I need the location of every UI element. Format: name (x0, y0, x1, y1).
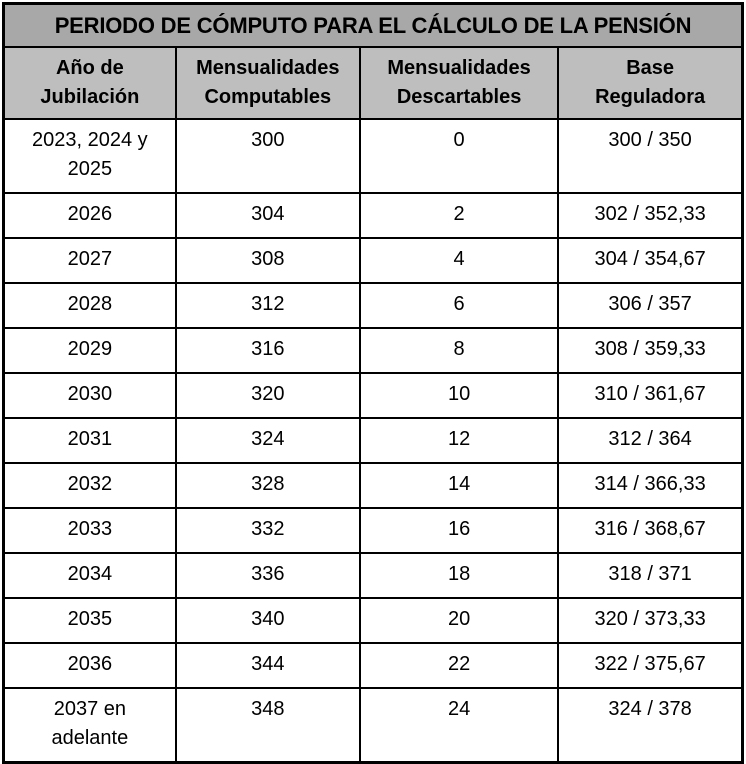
cell-value: 320 (251, 383, 285, 405)
year-cell (4, 373, 176, 418)
cell-value: 310 / 361,67 (594, 383, 706, 405)
base-cell (558, 553, 742, 598)
cell-value: 0 (453, 129, 465, 151)
cell-value: 312 (251, 293, 285, 315)
year-cell (4, 193, 176, 238)
table-row (4, 463, 743, 508)
year-cell (4, 598, 176, 643)
table-row (4, 283, 743, 328)
descartables-cell (360, 283, 558, 328)
computables-cell (176, 238, 360, 283)
descartables-cell (360, 553, 558, 598)
base-cell (558, 643, 742, 688)
column-header-label: Año de Jubilación (40, 57, 140, 108)
year-cell (4, 119, 176, 193)
cell-value: 2035 (67, 608, 113, 630)
descartables-cell (360, 643, 558, 688)
column-header-regulatory-base (558, 47, 742, 119)
cell-value: 322 / 375,67 (594, 653, 706, 675)
column-header-retirement-year (4, 47, 176, 119)
cell-value: 332 (251, 518, 285, 540)
cell-value: 2032 (67, 473, 113, 495)
base-cell (558, 373, 742, 418)
computables-cell (176, 463, 360, 508)
descartables-cell (360, 598, 558, 643)
cell-value: 308 / 359,33 (594, 338, 706, 360)
cell-value: 2026 (67, 203, 113, 225)
cell-value: 2029 (67, 338, 113, 360)
descartables-cell (360, 238, 558, 283)
table-row (4, 598, 743, 643)
cell-value: 2034 (67, 563, 113, 585)
cell-value: 318 / 371 (608, 563, 692, 585)
cell-value: 2028 (67, 293, 113, 315)
cell-value: 316 / 368,67 (594, 518, 706, 540)
table-row (4, 238, 743, 283)
cell-value: 304 (251, 203, 285, 225)
descartables-cell (360, 688, 558, 763)
base-cell (558, 688, 742, 763)
base-cell (558, 238, 742, 283)
table-row (4, 119, 743, 193)
computables-cell (176, 373, 360, 418)
cell-value: 324 / 378 (608, 698, 692, 720)
year-cell (4, 508, 176, 553)
cell-value: 336 (251, 563, 285, 585)
cell-value: 320 / 373,33 (594, 608, 706, 630)
computables-cell (176, 328, 360, 373)
year-cell (4, 328, 176, 373)
computables-cell (176, 643, 360, 688)
base-cell (558, 283, 742, 328)
cell-value: 2027 (67, 248, 113, 270)
cell-value: 14 (447, 473, 471, 495)
table-row (4, 643, 743, 688)
table-row (4, 328, 743, 373)
descartables-cell (360, 328, 558, 373)
cell-value: 24 (447, 698, 471, 720)
table-body (4, 119, 743, 763)
year-cell (4, 238, 176, 283)
computables-cell (176, 283, 360, 328)
cell-value: 4 (453, 248, 465, 270)
pension-computation-table (2, 2, 744, 764)
computables-cell (176, 119, 360, 193)
year-cell (4, 688, 176, 763)
descartables-cell (360, 463, 558, 508)
table-row (4, 688, 743, 763)
base-cell (558, 463, 742, 508)
base-cell (558, 193, 742, 238)
descartables-cell (360, 373, 558, 418)
computables-cell (176, 688, 360, 763)
cell-value: 300 / 350 (608, 129, 692, 151)
year-cell (4, 463, 176, 508)
cell-value: 2030 (67, 383, 113, 405)
computables-cell (176, 418, 360, 463)
column-header-label: Base Reguladora (595, 57, 706, 108)
cell-value: 300 (251, 129, 285, 151)
cell-value: 306 / 357 (608, 293, 692, 315)
column-header-label: Mensualidades Descartables (387, 57, 531, 108)
cell-value: 18 (447, 563, 471, 585)
cell-value: 2033 (67, 518, 113, 540)
column-header-computable-months (176, 47, 360, 119)
descartables-cell (360, 193, 558, 238)
base-cell (558, 508, 742, 553)
year-cell (4, 418, 176, 463)
table-row (4, 418, 743, 463)
cell-value: 12 (447, 428, 471, 450)
column-header-discardable-months (360, 47, 558, 119)
cell-value: 22 (447, 653, 471, 675)
cell-value: 340 (251, 608, 285, 630)
cell-value: 348 (251, 698, 285, 720)
descartables-cell (360, 418, 558, 463)
base-cell (558, 418, 742, 463)
cell-value: 308 (251, 248, 285, 270)
cell-value: 344 (251, 653, 285, 675)
table-row (4, 508, 743, 553)
cell-value: 20 (447, 608, 471, 630)
cell-value: 6 (453, 293, 465, 315)
cell-value: 2023, 2024 y 2025 (32, 129, 148, 180)
cell-value: 10 (447, 383, 471, 405)
year-cell (4, 553, 176, 598)
cell-value: 16 (447, 518, 471, 540)
computables-cell (176, 193, 360, 238)
computables-cell (176, 553, 360, 598)
base-cell (558, 328, 742, 373)
computables-cell (176, 508, 360, 553)
table-title-row (4, 4, 743, 48)
cell-value: 2036 (67, 653, 113, 675)
descartables-cell (360, 508, 558, 553)
cell-value: 316 (251, 338, 285, 360)
table-title: PERIODO DE CÓMPUTO PARA EL CÁLCULO DE LA PENSIÓN (4, 4, 743, 48)
cell-value: 2 (453, 203, 465, 225)
cell-value: 324 (251, 428, 285, 450)
cell-value: 328 (251, 473, 285, 495)
table-row (4, 193, 743, 238)
descartables-cell (360, 119, 558, 193)
table-row (4, 553, 743, 598)
cell-value: 312 / 364 (608, 428, 692, 450)
base-cell (558, 119, 742, 193)
cell-value: 2037 en adelante (51, 698, 129, 749)
cell-value: 304 / 354,67 (594, 248, 706, 270)
column-header-label: Mensualidades Computables (196, 57, 340, 108)
table-header-row (4, 47, 743, 119)
base-cell (558, 598, 742, 643)
cell-value: 2031 (67, 428, 113, 450)
year-cell (4, 283, 176, 328)
cell-value: 314 / 366,33 (594, 473, 706, 495)
year-cell (4, 643, 176, 688)
cell-value: 302 / 352,33 (594, 203, 706, 225)
table-row (4, 373, 743, 418)
cell-value: 8 (453, 338, 465, 360)
computables-cell (176, 598, 360, 643)
